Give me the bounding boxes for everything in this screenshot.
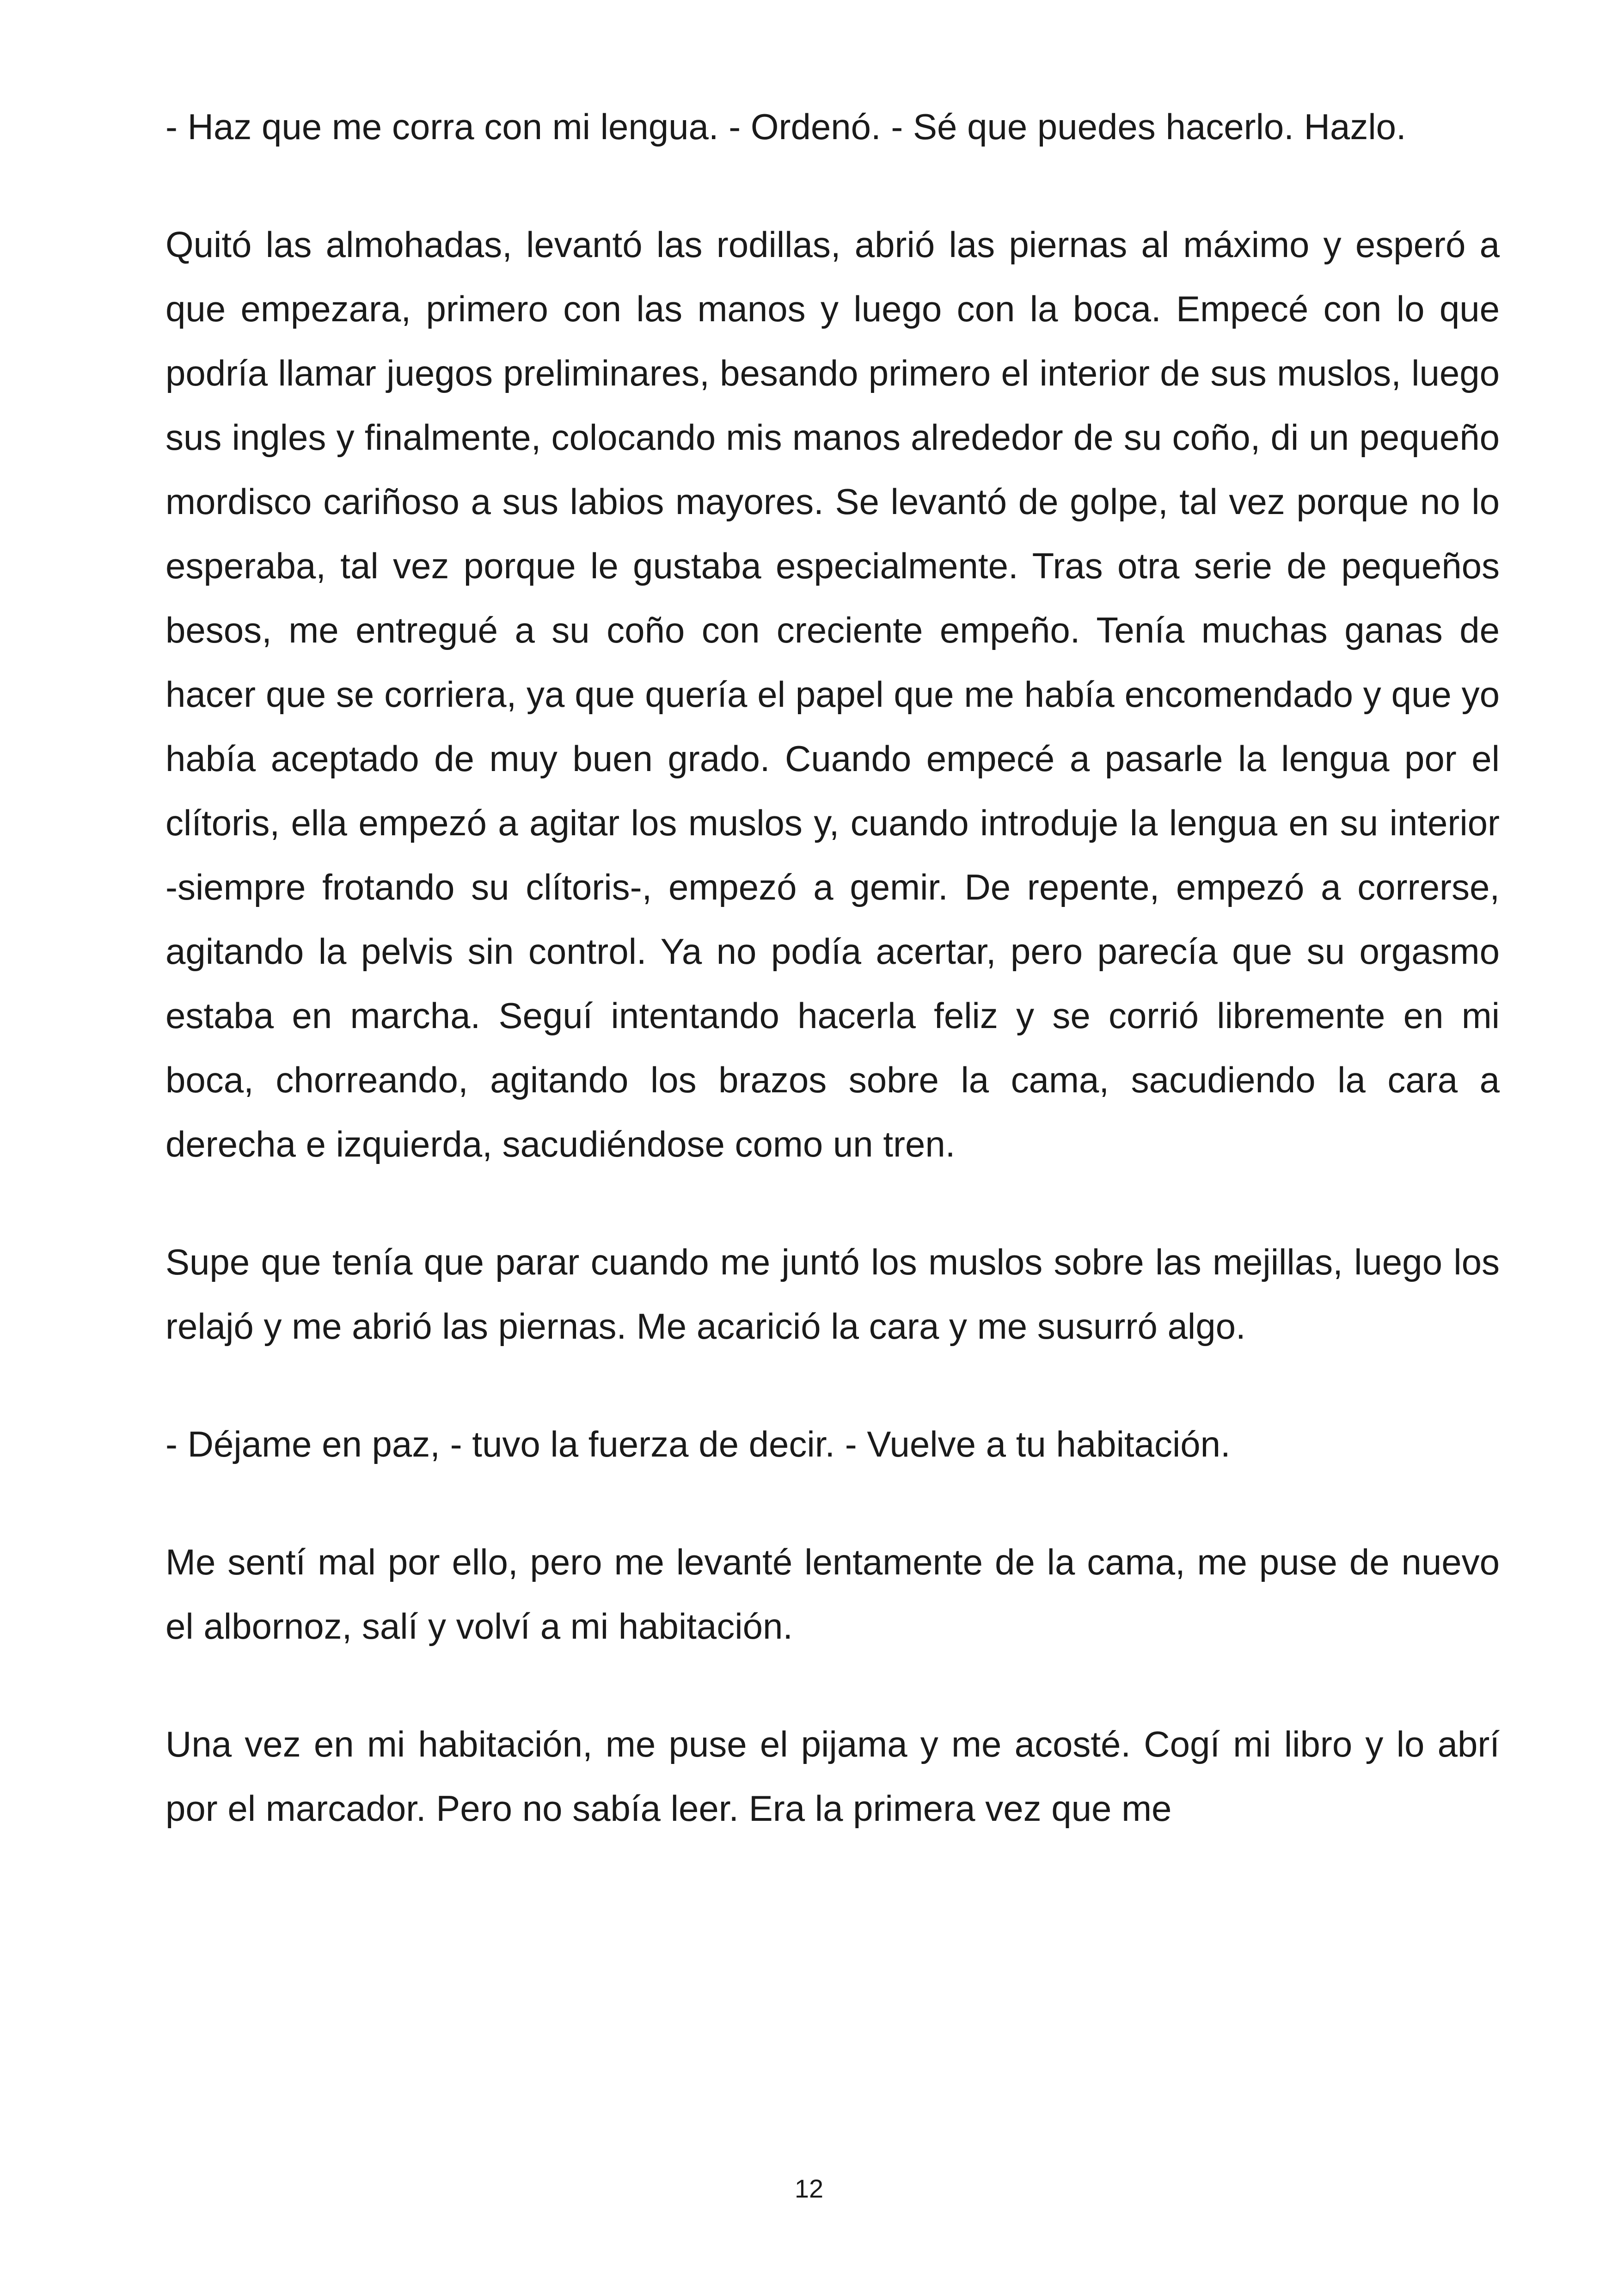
paragraph-2: Quitó las almohadas, levantó las rodillas, abrió las piernas al máximo y esperó a que empezara, primero con las manos y luego con la boca. Empecé con lo que podría llamar juegos preliminares, besando primero el interior de sus muslos, luego sus ingles y finalmente, colocando mis manos alrededor de su coño, di un pequeño mordisco cariñoso a sus labios mayores. Se levantó de golpe, tal vez porque no lo esperaba, tal vez porque le gustaba especialmente. Tras otra serie de pequeños besos, me entregué a su coño con creciente empeño. Tenía muchas ganas de hacer que se corriera, ya que quería el papel que me había encomendado y que yo había aceptado de muy buen grado. Cuando empecé a pasarle la lengua por el clítoris, ella empezó a agitar los muslos y, cuando introduje la lengua en su interior -siempre frotando su clítoris-, empezó a gemir. De repente, empezó a correrse, agitando la pelvis sin control. Ya no podía acertar, pero parecía que su orgasmo estaba en marcha. Seguí intentando hacerla feliz y se corrió libremente en mi boca, chorreando, agitando los brazos sobre la cama, sacudiendo la cara a derecha e izquierda, sacudiéndose como un tren. [165,224,1500,1164]
paragraph-1: - Haz que me corra con mi lengua. - Ordenó. - Sé que puedes hacerlo. Hazlo. [165,106,1406,147]
paragraph-5: Me sentí mal por ello, pero me levanté lentamente de la cama, me puse de nuevo el albornoz, salí y volví a mi habitación. [165,1542,1500,1647]
body-text [165,95,1500,1841]
paragraph-6: Una vez en mi habitación, me puse el pijama y me acosté. Cogí mi libro y lo abrí por el marcador. Pero no sabía leer. Era la primera vez que me [165,1724,1500,1829]
page-number: 12 [794,2174,824,2203]
paragraph-3: Supe que tenía que parar cuando me juntó los muslos sobre las mejillas, luego los relajó y me abrió las piernas. Me acarició la cara y me susurró algo. [165,1242,1500,1347]
paragraph-4: - Déjame en paz, - tuvo la fuerza de decir. - Vuelve a tu habitación. [165,1424,1231,1464]
